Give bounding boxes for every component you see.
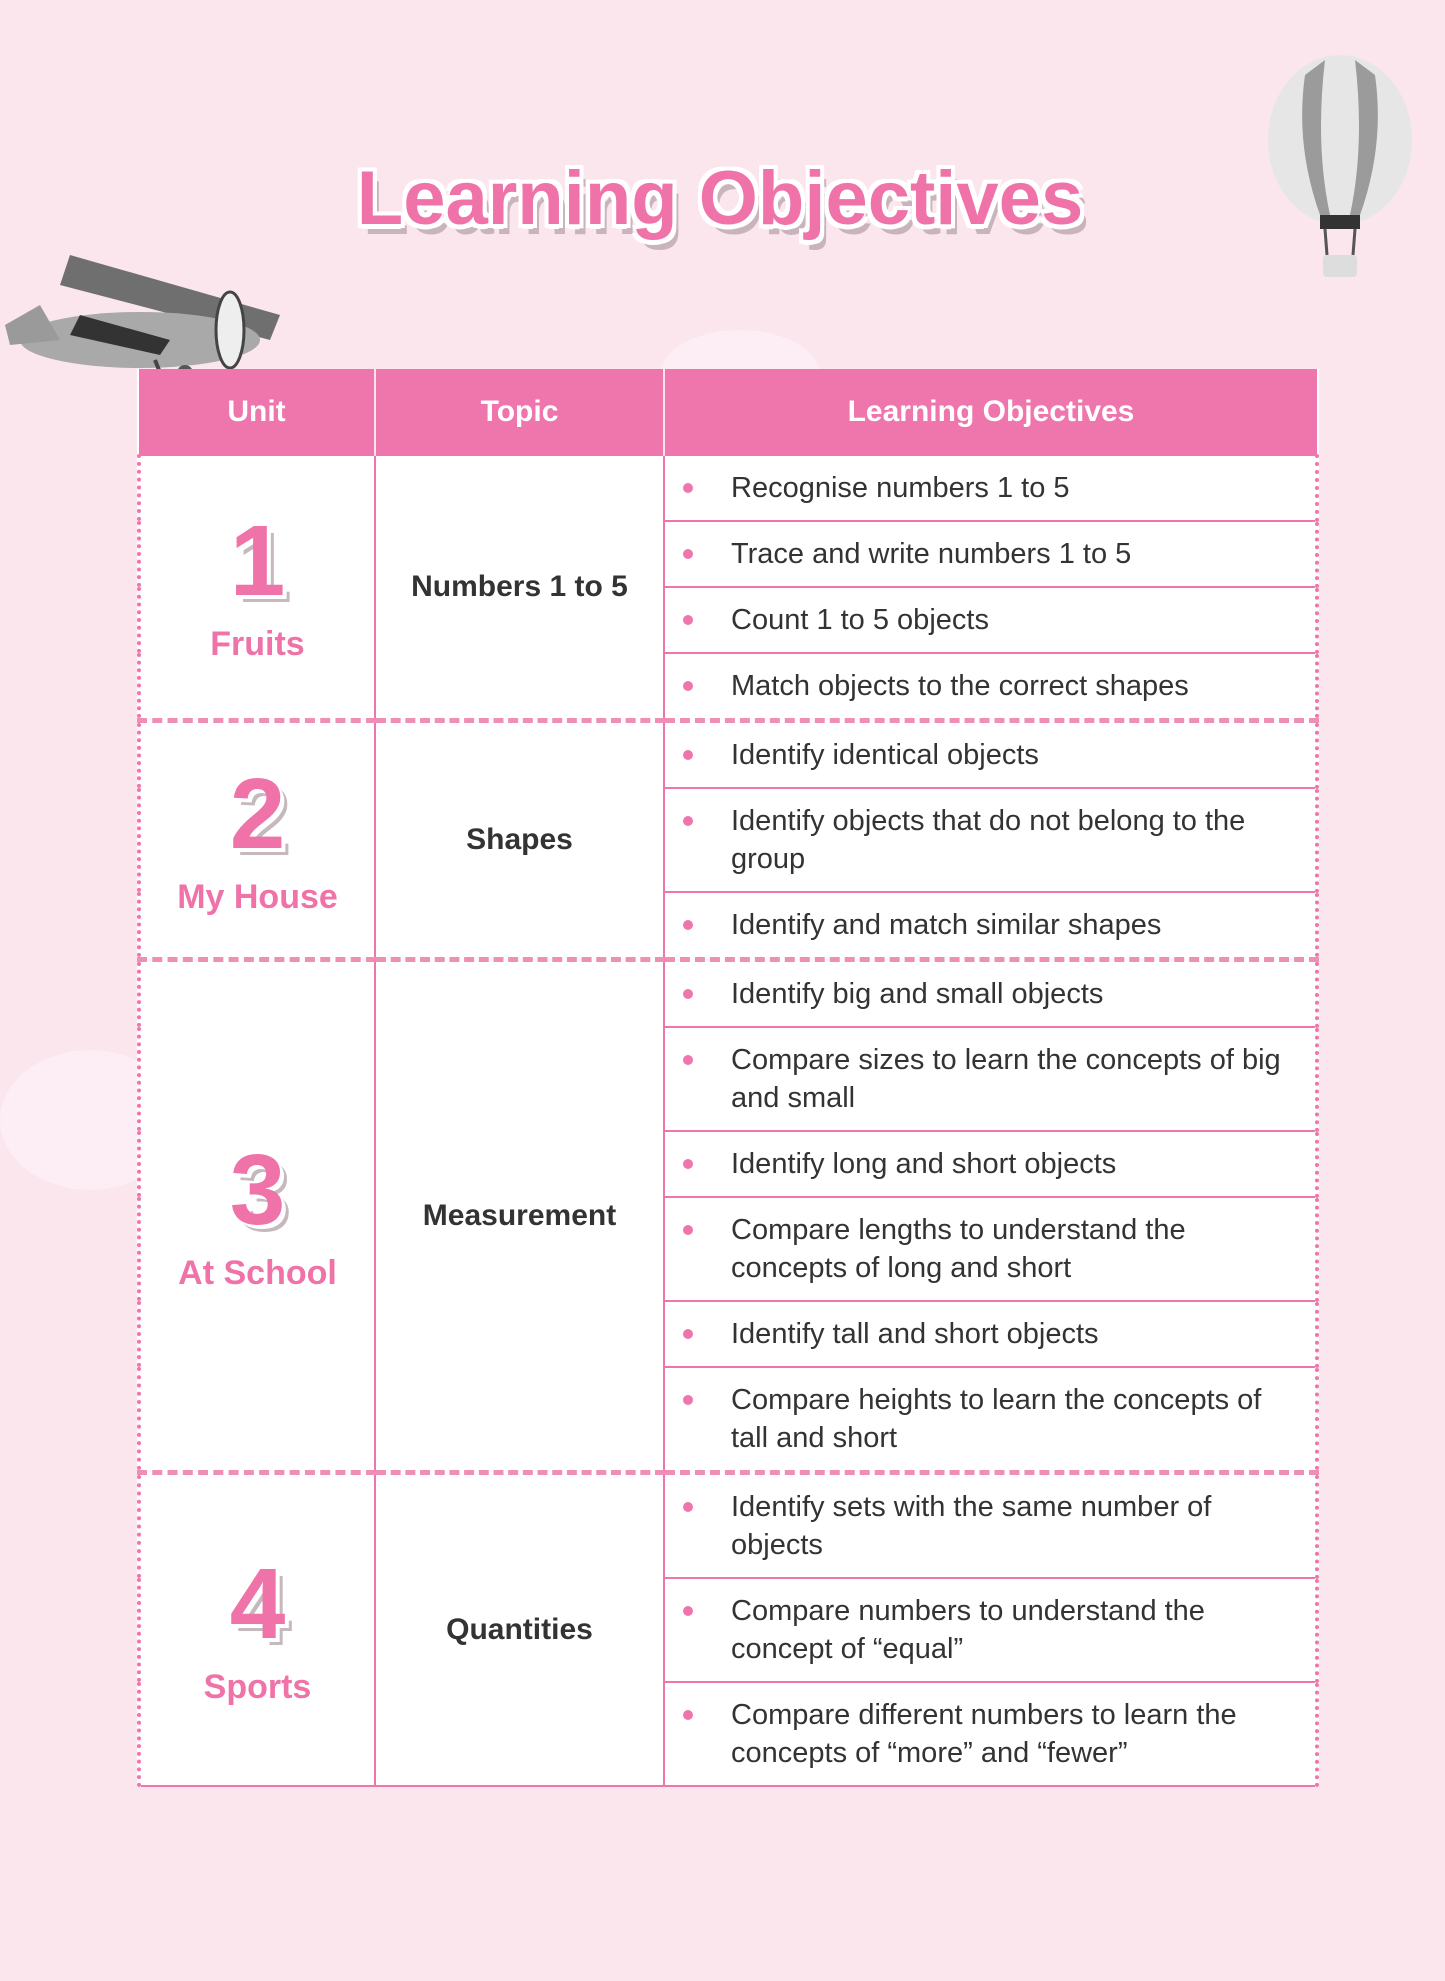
unit-name: My House — [177, 877, 338, 916]
objective-text: Compare numbers to understand the concept of “equal” — [731, 1595, 1205, 1665]
objective-cell — [664, 521, 1317, 587]
objective-cell — [664, 1197, 1317, 1301]
bullet-icon — [683, 1395, 693, 1405]
bullet-icon — [683, 483, 693, 493]
unit-name: Sports — [203, 1667, 312, 1706]
objective-text: Match objects to the correct shapes — [731, 670, 1189, 702]
objective-cell — [664, 721, 1317, 789]
unit-cell — [139, 1473, 375, 1787]
objective-text: Compare lengths to understand the concepts of long and short — [731, 1214, 1186, 1284]
objective-text: Identify long and short objects — [731, 1148, 1117, 1180]
objective-text: Compare heights to learn the concepts of tall and short — [731, 1384, 1262, 1454]
learning-objectives-table — [137, 369, 1319, 1787]
unit-cell — [139, 960, 375, 1473]
unit-number: 1 — [229, 504, 286, 617]
bullet-icon — [683, 681, 693, 691]
objective-cell — [664, 455, 1317, 521]
bullet-icon — [683, 920, 693, 930]
header-unit: Unit — [139, 369, 375, 455]
objective-text: Count 1 to 5 objects — [731, 604, 989, 636]
objective-text: Identify tall and short objects — [731, 1318, 1099, 1350]
objective-cell — [664, 1367, 1317, 1473]
objective-cell — [664, 1301, 1317, 1367]
unit-number: 2 — [229, 757, 286, 870]
unit-number: 4 — [229, 1547, 286, 1660]
unit-cell — [139, 721, 375, 960]
hot-air-balloon-icon — [1265, 55, 1415, 285]
unit-number: 3 — [229, 1133, 286, 1246]
objective-text: Compare sizes to learn the concepts of big and small — [731, 1044, 1281, 1114]
objective-cell — [664, 892, 1317, 960]
objective-cell — [664, 587, 1317, 653]
topic-cell: Shapes — [375, 721, 664, 960]
page-title: Learning Objectives — [356, 156, 1084, 241]
objective-cell — [664, 1578, 1317, 1682]
table-row — [139, 721, 1317, 789]
topic-cell: Measurement — [375, 960, 664, 1473]
bullet-icon — [683, 1710, 693, 1720]
objective-text: Identify and match similar shapes — [731, 909, 1162, 941]
objective-cell — [664, 1682, 1317, 1786]
header-topic: Topic — [375, 369, 664, 455]
objective-text: Identify big and small objects — [731, 978, 1104, 1010]
bullet-icon — [683, 615, 693, 625]
bullet-icon — [683, 750, 693, 760]
bullet-icon — [683, 549, 693, 559]
objective-cell — [664, 1473, 1317, 1579]
objective-text: Compare different numbers to learn the concepts of “more” and “fewer” — [731, 1699, 1237, 1769]
table-row — [139, 455, 1317, 521]
bullet-icon — [683, 989, 693, 999]
bullet-icon — [683, 1329, 693, 1339]
objective-cell — [664, 960, 1317, 1028]
objective-text: Recognise numbers 1 to 5 — [731, 472, 1070, 504]
bullet-icon — [683, 816, 693, 826]
topic-cell: Numbers 1 to 5 — [375, 455, 664, 721]
objective-text: Identify sets with the same number of objects — [731, 1491, 1212, 1561]
unit-name: At School — [178, 1253, 337, 1292]
table-row — [139, 1473, 1317, 1579]
objective-text: Trace and write numbers 1 to 5 — [731, 538, 1132, 570]
table-row — [139, 960, 1317, 1028]
objective-text: Identify objects that do not belong to the group — [731, 805, 1246, 875]
objective-cell — [664, 1131, 1317, 1197]
unit-cell — [139, 455, 375, 721]
bullet-icon — [683, 1055, 693, 1065]
objective-cell — [664, 653, 1317, 721]
objective-cell — [664, 1027, 1317, 1131]
bullet-icon — [683, 1502, 693, 1512]
objective-text: Identify identical objects — [731, 739, 1039, 771]
objective-cell — [664, 788, 1317, 892]
unit-name: Fruits — [210, 624, 305, 663]
bullet-icon — [683, 1159, 693, 1169]
bullet-icon — [683, 1225, 693, 1235]
bullet-icon — [683, 1606, 693, 1616]
header-objectives: Learning Objectives — [664, 369, 1317, 455]
topic-cell: Quantities — [375, 1473, 664, 1787]
